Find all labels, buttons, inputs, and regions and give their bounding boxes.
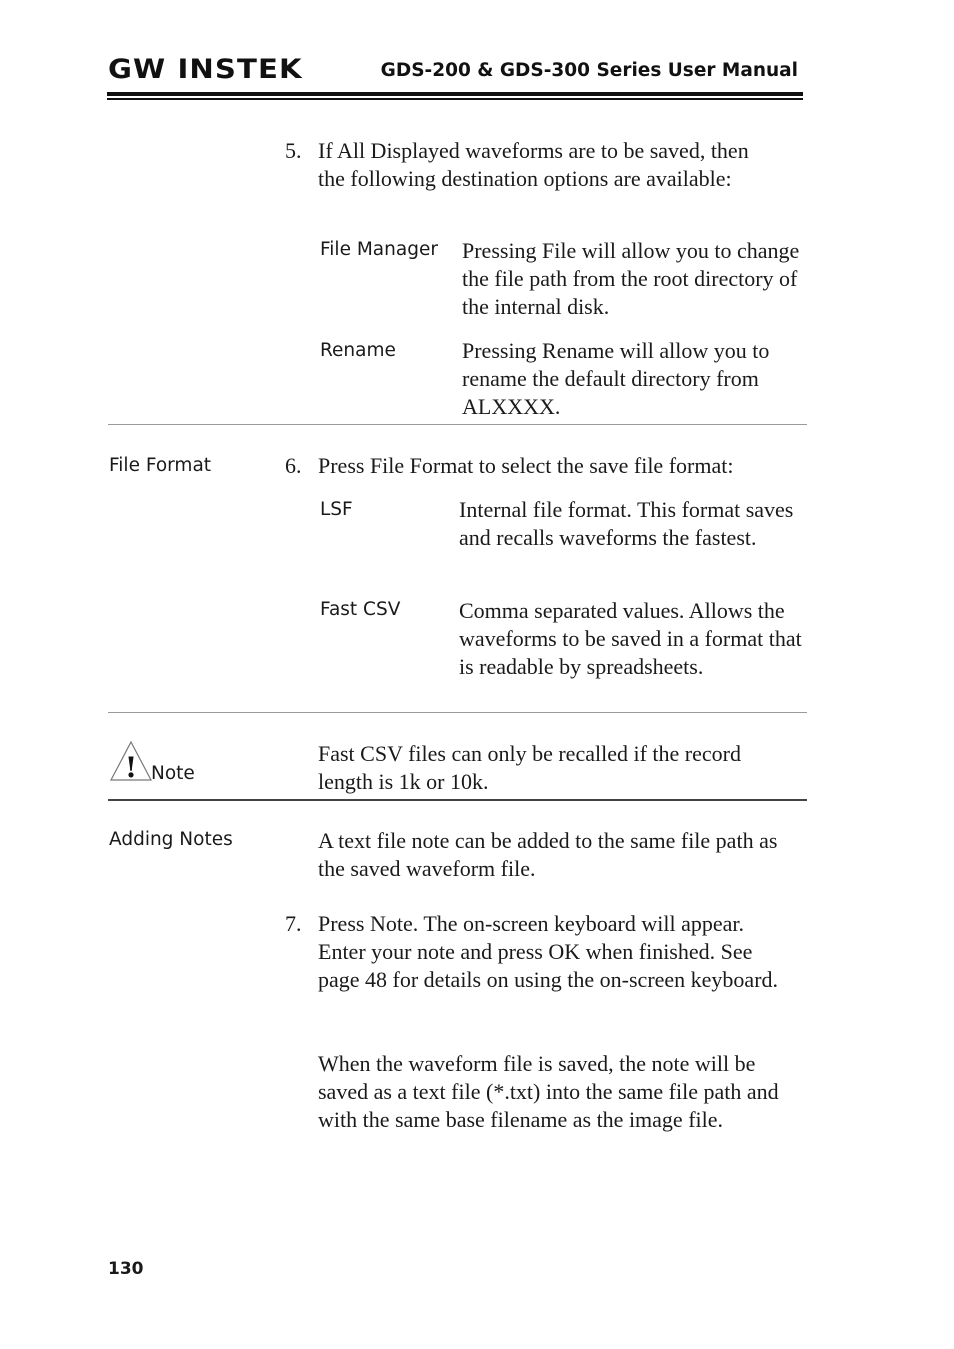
step-6-text: Press File Format to select the save file format: [318, 453, 734, 478]
step-7-number: 7. [285, 911, 302, 936]
brand-logo [108, 52, 303, 86]
option-term-rename: Rename [320, 340, 396, 361]
option-term-lsf: LSF [320, 499, 353, 520]
option-term-fast-csv: Fast CSV [320, 599, 401, 620]
brand-name: GW INSTEK [108, 53, 303, 85]
note-divider [108, 799, 807, 801]
step-7-text: Press Note. The on-screen keyboard will appear. Enter your note and press OK when finished. See page 48 for details on using the on-screen keyboard. [318, 911, 779, 993]
step-6-number: 6. [285, 453, 302, 478]
section-label-file-format: File Format [109, 455, 212, 476]
option-term-file-manager: File Manager [320, 239, 438, 260]
page-number: 130 [108, 1259, 144, 1279]
section-divider [108, 424, 807, 425]
note-label: Note [151, 763, 195, 784]
adding-notes-followup: When the waveform file is saved, the note will be saved as a text file (*.txt) into the same file path and with the same base filename as the image file. [318, 1051, 779, 1133]
option-desc-file-manager: Pressing File will allow you to change the file path from the root directory of the internal disk. [462, 238, 800, 320]
svg-text:!: ! [124, 751, 138, 782]
option-desc-rename: Pressing Rename will allow you to rename the default directory from ALXXXX. [462, 338, 770, 420]
section-label-adding-notes: Adding Notes [109, 829, 233, 850]
note-text: Fast CSV files can only be recalled if the record length is 1k or 10k. [318, 741, 741, 795]
step-5-text: If All Displayed waveforms are to be saved, then the following destination options are available: [318, 138, 749, 192]
step-5-number: 5. [285, 138, 302, 163]
header-rule-thick [107, 92, 803, 96]
warning-icon [109, 740, 153, 782]
option-desc-lsf: Internal file format. This format saves and recalls waveforms the fastest. [459, 497, 794, 551]
header-rule-thin [107, 98, 803, 100]
adding-notes-intro: A text file note can be added to the same file path as the saved waveform file. [318, 828, 778, 882]
section-divider [108, 712, 807, 713]
manual-title: GDS-200 & GDS-300 Series User Manual [380, 60, 798, 81]
option-desc-fast-csv: Comma separated values. Allows the waveforms to be saved in a format that is readable by spreadsheets. [459, 598, 802, 680]
